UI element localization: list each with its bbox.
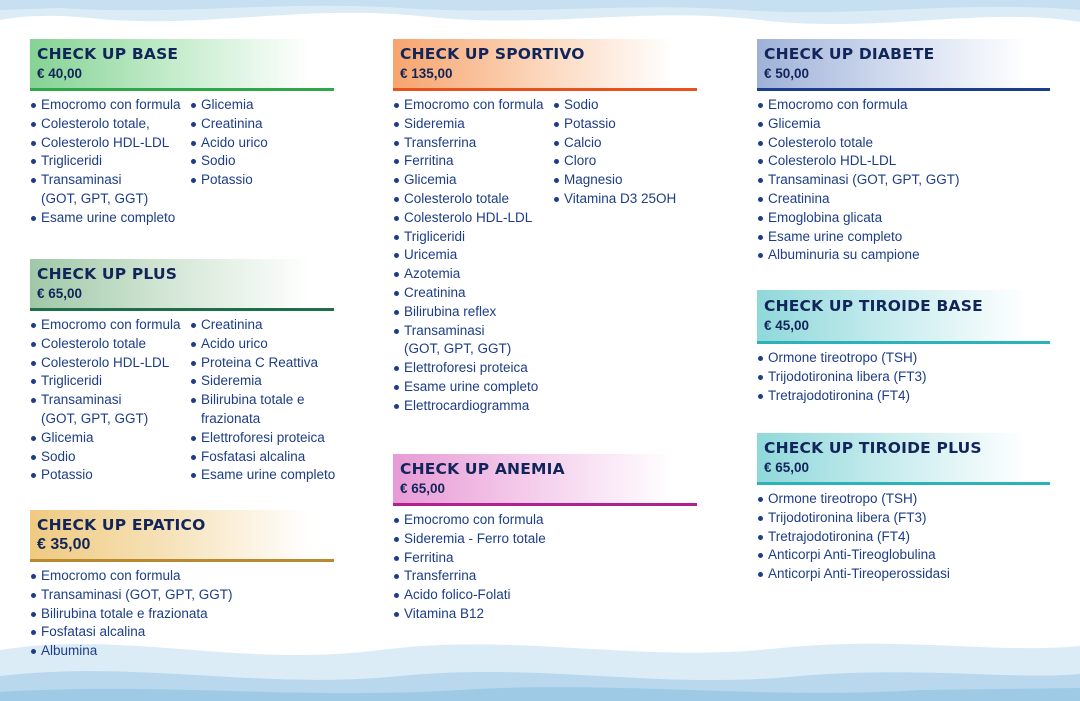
panel-price: € 50,00 bbox=[764, 66, 810, 81]
list-item: Tretrajodotironina (FT4) bbox=[757, 528, 950, 547]
panel-header bbox=[30, 39, 334, 91]
list-item: Fosfatasi alcalina bbox=[30, 623, 233, 642]
list-item: Sideremia bbox=[190, 372, 335, 391]
item-list-col1 bbox=[393, 96, 553, 416]
list-item: Emoglobina glicata bbox=[757, 209, 960, 228]
panel-header bbox=[30, 259, 334, 311]
panel-title: CHECK UP BASE bbox=[37, 45, 179, 63]
list-item: Creatinina bbox=[393, 284, 553, 303]
panel-price: € 40,00 bbox=[37, 66, 83, 81]
panel-header bbox=[393, 454, 697, 506]
panel-header bbox=[393, 39, 697, 91]
header-underline bbox=[30, 559, 334, 562]
list-item: Trigliceridi bbox=[30, 372, 190, 391]
list-item: Anticorpi Anti-Tireoperossidasi bbox=[757, 565, 950, 584]
panel-header bbox=[757, 433, 1050, 485]
list-item: Elettrocardiogramma bbox=[393, 397, 553, 416]
list-item: Acido folico-Folati bbox=[393, 586, 546, 605]
item-list-col1 bbox=[757, 96, 960, 265]
list-item: Albumina bbox=[30, 642, 233, 661]
list-item: Acido urico bbox=[190, 134, 268, 153]
panel-title: CHECK UP EPATICO bbox=[37, 516, 206, 534]
item-list-col2 bbox=[190, 96, 268, 228]
panel-title: CHECK UP SPORTIVO bbox=[400, 45, 585, 63]
item-list-col1 bbox=[30, 316, 190, 485]
list-item: Emocromo con formula bbox=[757, 96, 960, 115]
list-item: Uricemia bbox=[393, 246, 553, 265]
list-item: Transaminasi (GOT, GPT, GGT) bbox=[30, 391, 190, 429]
panel-price: € 135,00 bbox=[400, 66, 453, 81]
panel-header bbox=[757, 39, 1050, 91]
panel-check-up-tiroide-base bbox=[757, 290, 1050, 405]
list-item: Transferrina bbox=[393, 134, 553, 153]
list-item: Trijodotironina libera (FT3) bbox=[757, 368, 927, 387]
header-underline bbox=[757, 341, 1050, 344]
list-item: Bilirubina totale e frazionata bbox=[190, 391, 335, 429]
list-item: Transaminasi (GOT, GPT, GGT) bbox=[757, 171, 960, 190]
panel-check-up-base bbox=[30, 39, 334, 228]
list-item: Colesterolo HDL-LDL bbox=[30, 134, 190, 153]
list-item: Potassio bbox=[553, 115, 676, 134]
list-item: Azotemia bbox=[393, 265, 553, 284]
list-item: Colesterolo HDL-LDL bbox=[393, 209, 553, 228]
list-item: Trigliceridi bbox=[30, 152, 190, 171]
panel-price: € 35,00 bbox=[37, 536, 91, 553]
list-item: Colesterolo HDL-LDL bbox=[757, 152, 960, 171]
list-item: Creatinina bbox=[757, 190, 960, 209]
header-underline bbox=[393, 503, 697, 506]
panel-header bbox=[757, 290, 1050, 344]
list-item: Colesterolo totale bbox=[30, 335, 190, 354]
item-list-col1 bbox=[757, 349, 927, 405]
list-item: Vitamina D3 25OH bbox=[553, 190, 676, 209]
list-item: Transaminasi (GOT, GPT, GGT) bbox=[30, 171, 190, 209]
list-item: Potassio bbox=[30, 466, 190, 485]
panel-check-up-tiroide-plus bbox=[757, 433, 1050, 584]
list-item: Emocromo con formula bbox=[30, 96, 190, 115]
item-list-col1 bbox=[757, 490, 950, 584]
list-item: Colesterolo totale bbox=[757, 134, 960, 153]
list-item: Elettroforesi proteica bbox=[393, 359, 553, 378]
list-item: Esame urine completo bbox=[757, 228, 960, 247]
header-underline bbox=[393, 88, 697, 91]
list-item: Sodio bbox=[30, 448, 190, 467]
item-list-col1 bbox=[30, 567, 233, 661]
panel-price: € 65,00 bbox=[400, 481, 446, 496]
list-item: Bilirubina reflex bbox=[393, 303, 553, 322]
list-item: Ormone tireotropo (TSH) bbox=[757, 490, 950, 509]
header-underline bbox=[757, 88, 1050, 91]
list-item: Acido urico bbox=[190, 335, 335, 354]
list-item: Emocromo con formula bbox=[30, 567, 233, 586]
list-item: Esame urine completo bbox=[30, 209, 190, 228]
list-item: Calcio bbox=[553, 134, 676, 153]
list-item: Colesterolo HDL-LDL bbox=[30, 354, 190, 373]
list-item: Emocromo con formula bbox=[393, 96, 553, 115]
list-item: Emocromo con formula bbox=[30, 316, 190, 335]
panel-price: € 45,00 bbox=[764, 318, 810, 333]
list-item: Transaminasi (GOT, GPT, GGT) bbox=[30, 586, 233, 605]
header-underline bbox=[30, 88, 334, 91]
panel-check-up-epatico bbox=[30, 510, 334, 661]
list-item: Glicemia bbox=[393, 171, 553, 190]
list-item: Tretrajodotironina (FT4) bbox=[757, 387, 927, 406]
list-item: Emocromo con formula bbox=[393, 511, 546, 530]
panel-title: CHECK UP TIROIDE PLUS bbox=[764, 439, 982, 457]
header-underline bbox=[30, 308, 334, 311]
list-item: Cloro bbox=[553, 152, 676, 171]
panel-title: CHECK UP TIROIDE BASE bbox=[764, 297, 983, 315]
panel-title: CHECK UP DIABETE bbox=[764, 45, 935, 63]
list-item: Proteina C Reattiva bbox=[190, 354, 335, 373]
list-item: Ferritina bbox=[393, 549, 546, 568]
list-item: Creatinina bbox=[190, 115, 268, 134]
list-item: Glicemia bbox=[190, 96, 268, 115]
list-item: Sodio bbox=[553, 96, 676, 115]
panel-price: € 65,00 bbox=[37, 286, 83, 301]
panel-title: CHECK UP ANEMIA bbox=[400, 460, 565, 478]
item-list-col1 bbox=[30, 96, 190, 228]
header-underline bbox=[757, 482, 1050, 485]
list-item: Colesterolo totale, bbox=[30, 115, 190, 134]
list-item: Colesterolo totale bbox=[393, 190, 553, 209]
list-item: Glicemia bbox=[30, 429, 190, 448]
panel-check-up-anemia bbox=[393, 454, 697, 624]
list-item: Ormone tireotropo (TSH) bbox=[757, 349, 927, 368]
panel-header bbox=[30, 510, 334, 562]
list-item: Magnesio bbox=[553, 171, 676, 190]
list-item: Transaminasi (GOT, GPT, GGT) bbox=[393, 322, 553, 360]
list-item: Anticorpi Anti-Tireoglobulina bbox=[757, 546, 950, 565]
panel-check-up-sportivo bbox=[393, 39, 697, 416]
list-item: Sodio bbox=[190, 152, 268, 171]
list-item: Sideremia - Ferro totale bbox=[393, 530, 546, 549]
list-item: Elettroforesi proteica bbox=[190, 429, 335, 448]
panel-title: CHECK UP PLUS bbox=[37, 265, 178, 283]
list-item: Fosfatasi alcalina bbox=[190, 448, 335, 467]
list-item: Vitamina B12 bbox=[393, 605, 546, 624]
list-item: Trijodotironina libera (FT3) bbox=[757, 509, 950, 528]
item-list-col2 bbox=[190, 316, 335, 485]
list-item: Sideremia bbox=[393, 115, 553, 134]
list-item: Esame urine completo bbox=[190, 466, 335, 485]
list-item: Potassio bbox=[190, 171, 268, 190]
list-item: Glicemia bbox=[757, 115, 960, 134]
list-item: Albuminuria su campione bbox=[757, 246, 960, 265]
item-list-col2 bbox=[553, 96, 676, 416]
panel-price: € 65,00 bbox=[764, 460, 810, 475]
list-item: Creatinina bbox=[190, 316, 335, 335]
item-list-col1 bbox=[393, 511, 546, 624]
list-item: Bilirubina totale e frazionata bbox=[30, 605, 233, 624]
panel-check-up-plus bbox=[30, 259, 334, 485]
list-item: Ferritina bbox=[393, 152, 553, 171]
list-item: Transferrina bbox=[393, 567, 546, 586]
list-item: Trigliceridi bbox=[393, 228, 553, 247]
list-item: Esame urine completo bbox=[393, 378, 553, 397]
panel-check-up-diabete bbox=[757, 39, 1050, 265]
